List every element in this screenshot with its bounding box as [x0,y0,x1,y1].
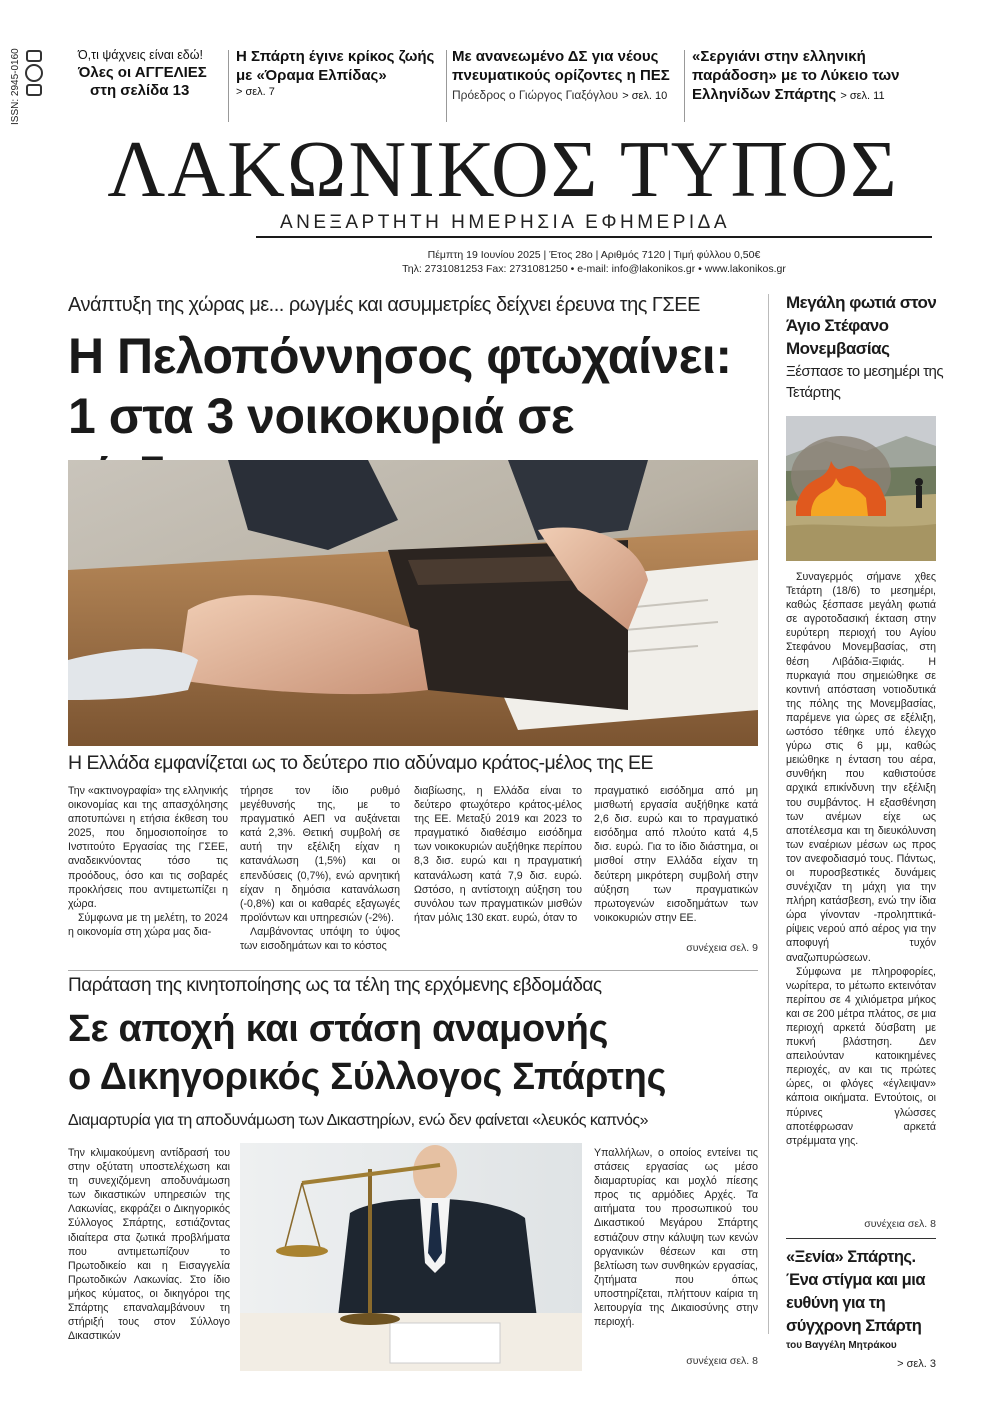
teaser-page-ref: > σελ. 7 [236,85,275,98]
barcode-icon [26,84,42,96]
issn-number: ISSN: 2945-0160 [10,48,21,125]
xenia-page-ref[interactable]: > σελ. 3 [897,1358,936,1370]
section-divider [68,970,758,971]
lead-col2-p2: Λαμβάνοντας υπόψη το ύψος των εισοδημάτων και το κόστος [240,925,400,953]
lead-continued[interactable]: συνέχεια σελ. 9 [686,942,758,954]
teaser-divider [228,50,229,122]
lead-column-1 [68,784,228,939]
fire-article-p1: Συναγερμός σήμανε χθες Τετάρτη (18/6) το μεσημέρι, καθώς ξέσπασε μεγάλη φωτιά σε αγροτοδασική έκταση στην ευρύτερη περιοχή του Αγίου Στεφάνου Μονεμβασίας, στη θέση Λιβάδια-Ξιφιάς. Η πυρκαγιά που σημειώθηκε σε κοντινή απόσταση νοτιοδυτικά της πόλης της Μονεμβασίας, παρέμενε για ώρες σε εξέλιξη, ωστόσο τέθηκε υπό έλεγχο γύρω στις 6 μμ, καθώς μειώθηκε η ένταση του αέρα, συνθήκη που καθιστούσε αρχικά επικίνδυνη την εξέλιξη του συμβάντος. Η εξασθένηση των ανέμων είχε ως αποτέλεσμα και τη διευκόλυνση των εναέριων μέσων ως προς τον ανεφοδιασμό τους. Πάντως, οι πυροσβεστικές δυνάμεις συνέχιζαν τη μάχη για την πλήρη κατάσβεση, ενώ την ίδια ώρα γίνονταν -προληπτικά- ρίψεις νερού από αέρος για την αποφυγή τυχόν αναζωπυρώσεων. [786,571,936,964]
contact-info: Τηλ: 2731081253 Fax: 2731081250 • e-mail: info@lakonikos.gr • www.lakonikos.gr [402,263,786,275]
lead-column-4: πραγματικό εισόδημα από μη μισθωτή εργασία αυξήθηκε κατά 2,6 δισ. ευρώ και το πραγματικό εισόδημα από πλούτο κατά 4,5 δισ. ευρώ. Για το ίδιο διάστημα, οι μισθοί στην Ελλάδα είχαν τη δεύτερη μικρότερη συμβολή στην αύξηση των πραγματικών πρωτογενών εισοδημάτων των νοικοκυριών στην ΕΕ. [594,785,758,924]
ads-line2: Όλες οι ΑΓΓΕΛΙΕΣ [78,63,207,81]
lead-kicker: Ανάπτυξη της χώρας με... ρωγμές και ασυμμετρίες δείχνει έρευνα της ΓΣΕΕ [68,294,700,316]
teaser-title: «Σεργιάνι στην ελληνική παράδοση» με το Λύκειο των Ελληνίδων Σπάρτης [692,48,900,103]
teaser-page-ref: > σελ. 11 [840,89,885,102]
teaser-divider [446,50,447,122]
teaser-divider [684,50,685,122]
ads-line3: στη σελίδα 13 [90,82,190,100]
masthead-title: ΛΑΚΩΝΙΚΟΣ ΤΥΠΟΣ [107,126,899,214]
fire-subheadline: Ξέσπασε το μεσημέρι της Τετάρτης [786,363,944,401]
second-column-2: Υπαλλήλων, ο οποίος εντείνει τις στάσεις εργασίας ως μέσο διαμαρτυρίας και μοχλό πίεσης προς τις αρμόδιες Αρχές. Τα αιτήματα του προσωπικού του Δικαστικού Μεγάρου Σπάρτης εστιάζουν στην κάλυψη των κενών οργανικών θέσεων και στη βελτίωση των συνθηκών εργασίας, ζητήματα που όπως υποστηρίζεται, πλήττουν καίρια τη λειτουργία της Δικαιοσύνης στην περιοχή. [594,1147,758,1329]
publisher-logo-icon [26,50,42,62]
second-headline-line2: ο Δικηγορικός Σύλλογος Σπάρτης [68,1056,667,1098]
lead-col2-p1: τήρησε τον ίδιο ρυθμό μεγέθυνσής της, με το πραγματικό ΑΕΠ να αυξάνεται κατά 2,3%. Θετική συμβολή σε αυτή την εξέλιξη είχαν η κατανάλωση (1,5%) και οι επενδύσεις (0,7%), ενώ αρνητική είχαν η δημόσια κατανάλωση (-0,8%) και οι καθαρές εξαγωγές προϊόντων και υπηρεσιών (-2%). [240,785,400,924]
lead-col1-p1: Την «ακτινογραφία» της ελληνικής οικονομίας και της απασχόλησης αποτυπώνει η ετήσια έκθεση του 2025, που δημοσιοποίησε το Ινστιτούτο Εργασίας της ΓΣΕΕ, αναδεικνύοντας τόσο τις προόδους, όσο και τις σοβαρές προκλήσεις που αντιμετωπίζει η χώρα. [68,785,228,910]
second-headline-line1: Σε αποχή και στάση αναμονής [68,1008,609,1050]
seal-logo-icon [25,64,43,82]
fire-article [786,570,936,1148]
second-column-1: Την κλιμακούμενη αντίδρασή του στην οξύτατη υποστελέχωση και τη συνεχιζόμενη αποδυνάμωση των δικαστικών υπηρεσιών της Λακωνίας, εκφράζει ο Δικηγορικός Σύλλογος Σπάρτης, εστιάζοντας ιδιαίτερα στα ζωτικά προβλήματα που αντιμετωπίζουν το Πρωτοδικείο και η Εισαγγελία Πρωτοδικών Λακωνίας. Στο ίδιο μήκος κύματος, οι δικηγόροι της Σπάρτης επαναλαμβάνουν τη στήριξή τους στον Σύλλογο Δικαστικών [68,1147,230,1343]
empty-wallet-photo [68,460,758,746]
issn-logos [22,48,46,122]
xenia-author: του Βαγγέλη Μητράκου [786,1340,897,1351]
masthead-subtitle: ΑΝΕΞΑΡΤΗΤΗ ΗΜΕΡΗΣΙΑ ΕΦΗΜΕΡΙΔΑ [279,212,731,233]
teaser-subtitle: Πρόεδρος ο Γιώργος Γιαξόγλου [452,87,619,102]
teaser-pes[interactable] [452,48,678,104]
masthead-rule [256,236,932,238]
teaser-title: Με ανανεωμένο ΔΣ για νέους πνευματικούς ορίζοντες η ΠΕΣ [452,48,670,84]
teaser-title: Η Σπάρτη έγινε κρίκος ζωής με «Όραμα Ελπίδας» [236,48,435,84]
fire-headline[interactable]: Μεγάλη φωτιά στον Άγιο Στέφανο Μονεμβασίας [786,293,937,358]
second-subline: Διαμαρτυρία για τη αποδυνάμωση των Δικαστηρίων, ενώ δεν φαίνεται «λευκός καπνός» [68,1112,648,1129]
wildfire-image [786,416,936,561]
wildfire-photo [786,416,936,561]
ads-teaser[interactable] [78,48,228,101]
empty-wallet-image [68,460,758,746]
teaser-orama-elpidas[interactable] [236,48,441,99]
lead-caption: Η Ελλάδα εμφανίζεται ως το δεύτερο πιο αδύναμο κράτος-μέλος της ΕΕ [68,752,653,774]
lead-column-2 [240,784,400,953]
second-continued[interactable]: συνέχεια σελ. 8 [686,1355,758,1367]
lead-column-3: διαβίωσης, η Ελλάδα είναι το δεύτερο φτωχότερο κράτος-μέλος της ΕΕ. Μεταξύ 2019 και 2023 το πραγματικό διαθέσιμο εισόδημα των νοικοκυριών αυξήθηκε περίπου 8,3 δισ. ευρώ και η πραγματική κατανάλωση κατά 7,9 δισ. ευρώ. Ωστόσο, η αντίστοιχη αύξηση του συνόλου των πραγματικών μισθών ήταν μόλις 130 εκατ. ευρώ, όταν το [414,785,582,924]
second-headline[interactable] [68,1005,768,1101]
teaser-page-ref: > σελ. 10 [622,89,668,102]
lawyer-scales-image [240,1143,582,1371]
lawyer-scales-photo [240,1143,582,1371]
ads-line1: Ό,τι ψάχνεις είναι εδώ! [78,48,203,62]
lead-col1-p2: Σύμφωνα με τη μελέτη, το 2024 η οικονομία στη χώρα μας δια- [68,911,228,938]
xenia-headline[interactable]: «Ξενία» Σπάρτης. Ένα στίγμα και μια ευθύνη για τη σύγχρονη Σπάρτη [786,1248,926,1335]
teaser-lykeio[interactable] [692,48,942,104]
second-kicker: Παράταση της κινητοποίησης ως τα τέλη της ερχόμενης εβδομάδας [68,975,602,996]
side-divider [786,1238,936,1239]
fire-article-p2: Σύμφωνα με πληροφορίες, νωρίτερα, το μέτωπο εκτεινόταν περίπου σε 4 χιλιόμετρα μήκος και σε 200 μέτρα πλάτος, σε μια περιοχή αρκετά δύσβατη με πυκνή βλάστηση. Δεν απειλούνταν κατοικημένες περιοχές, αν και τις πρώτες ώρες, οι φλόγες «έγλειψαν» κάποια οικήματα. Εντούτοις, οι πύρινες γλώσσες αποτέφρωσαν αρκετά στρέμματα γης. [786,965,936,1147]
lead-headline-line1: Η Πελοπόννησος φτωχαίνει: [68,328,732,384]
column-rule [768,294,769,1334]
issue-info: Πέμπτη 19 Ιουνίου 2025 | Έτος 28ο | Αριθμός 7120 | Τιμή φύλλου 0,50€ [427,249,761,261]
lead-headline-line2: 1 στα 3 νοικοκυριά σε [68,388,575,444]
fire-continued[interactable]: συνέχεια σελ. 8 [864,1218,936,1230]
